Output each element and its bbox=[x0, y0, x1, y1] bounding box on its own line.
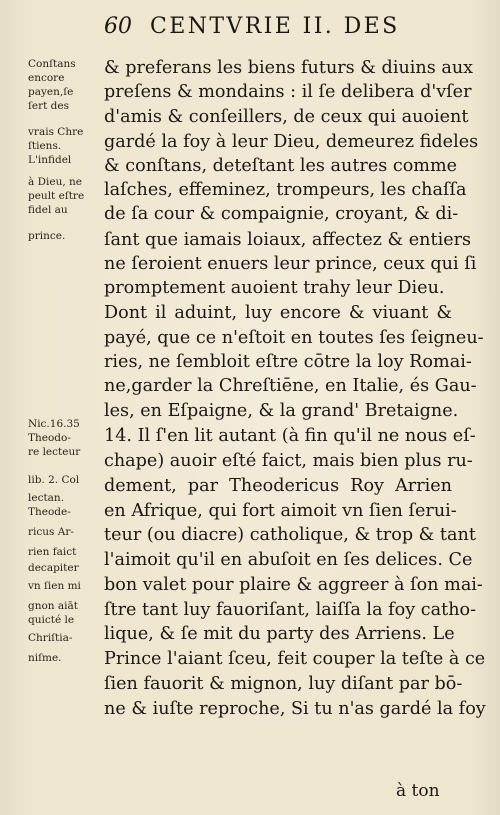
text-line: promptement auoient trahy leur Dieu. bbox=[104, 278, 445, 298]
margin-note-line: peult eſtre bbox=[28, 190, 85, 202]
text-line: gardé la foy à leur Dieu, demeurez fideles bbox=[104, 132, 479, 152]
text-line: & preferans les biens futurs & diuins aux bbox=[104, 58, 474, 78]
margin-note-line: L'infidel bbox=[28, 154, 72, 166]
text-line: ne & iuſte reproche, Si tu n'as gardé la foy bbox=[104, 699, 486, 719]
text-line: les, en Eſpaigne, & la grand' Bretaigne. bbox=[104, 401, 459, 421]
text-line: payé, que ce n'eſtoit en toutes ſes ſeigneu- bbox=[104, 328, 484, 348]
text-line: en Afrique, qui fort aimoit vn ſien ſerui- bbox=[104, 501, 457, 521]
running-title: CENTVRIE II. DES bbox=[150, 14, 400, 39]
text-line: d'amis & conſeillers, de ceux qui auoient bbox=[104, 107, 469, 127]
text-line: l'aimoit qu'il en abuſoit en ſes delices. Ce bbox=[104, 550, 473, 570]
margin-note-line: quicté le bbox=[28, 614, 75, 626]
text-line: ne ſeroient enuers leur prince, ceux qui ſi bbox=[104, 254, 477, 274]
margin-note-line: re lecteur bbox=[28, 446, 81, 458]
text-line: Dont il aduint, luy encore & viuant & bbox=[104, 303, 452, 323]
margin-note-line: Conſtans bbox=[28, 58, 76, 70]
margin-note-line: Chriſtia- bbox=[28, 632, 73, 644]
page-number: 60 bbox=[104, 14, 132, 39]
margin-note-line: niſme. bbox=[28, 652, 62, 664]
body-text bbox=[104, 0, 486, 815]
margin-note-line: Theodo- bbox=[28, 432, 71, 444]
margin-note-line: fidel au bbox=[28, 204, 68, 216]
margin-note-line: ſtiens. bbox=[28, 140, 62, 152]
text-line: chape) auoir eſté faict, mais bien plus ru- bbox=[104, 451, 473, 471]
text-line: ne,garder la Chreſtiēne, en Italie, és Gau- bbox=[104, 376, 477, 396]
margin-note-line: à Dieu, ne bbox=[28, 176, 83, 188]
text-line: bon valet pour plaire & aggreer à ſon mai- bbox=[104, 575, 483, 595]
margin-note-line: rien faict bbox=[28, 546, 77, 558]
text-line: laſches, effeminez, trompeurs, les chaſſa bbox=[104, 180, 467, 200]
text-line: & conſtans, deteſtant les autres comme bbox=[104, 156, 458, 176]
text-line: 14. Il ſ'en lit autant (à fin qu'il ne nous eſ- bbox=[104, 426, 476, 446]
text-line: lique, & ſe mit du party des Arriens. Le bbox=[104, 624, 455, 644]
margin-note-line: Nic.16.35 bbox=[28, 418, 80, 430]
margin-notes bbox=[8, 0, 104, 815]
margin-note-line: prince. bbox=[28, 230, 66, 242]
text-line: Prince l'aiant ſceu, feit couper la teſte à ce bbox=[104, 649, 486, 669]
margin-note-line: encore bbox=[28, 72, 65, 84]
margin-note-line: vrais Chre bbox=[28, 126, 84, 138]
text-line: ſtre tant luy fauoriſant, laiſſa la foy catho- bbox=[104, 600, 477, 620]
margin-note-line: lectan. bbox=[28, 492, 65, 504]
catchword: à ton bbox=[396, 781, 440, 801]
text-line: ſant que iamais loiaux, affectez & entiers bbox=[104, 230, 472, 250]
margin-note-line: decapiter bbox=[28, 562, 79, 574]
margin-note-line: lib. 2. Col bbox=[28, 474, 80, 486]
text-line: ries, ne ſembloit eſtre cōtre la loy Romai- bbox=[104, 352, 472, 372]
text-line: dement, par Theodericus Roy Arrien bbox=[104, 476, 452, 496]
text-line: preſens & mondains : il ſe delibera d'vſer bbox=[104, 82, 472, 102]
text-line: teur (ou diacre) catholique, & trop & tant bbox=[104, 525, 476, 545]
text-line: de ſa cour & compaignie, croyant, & di- bbox=[104, 204, 459, 224]
margin-note-line: Theode- bbox=[28, 506, 71, 518]
margin-note-line: payen,ſe bbox=[28, 86, 74, 98]
text-line: ſien fauorit & mignon, luy diſant par bō- bbox=[104, 674, 463, 694]
margin-note-line: vn ſien mi bbox=[28, 580, 81, 592]
margin-note-line: gnon aiāt bbox=[28, 600, 79, 612]
margin-note-line: ricus Ar- bbox=[28, 526, 74, 538]
margin-note-line: ſert des bbox=[28, 100, 70, 112]
